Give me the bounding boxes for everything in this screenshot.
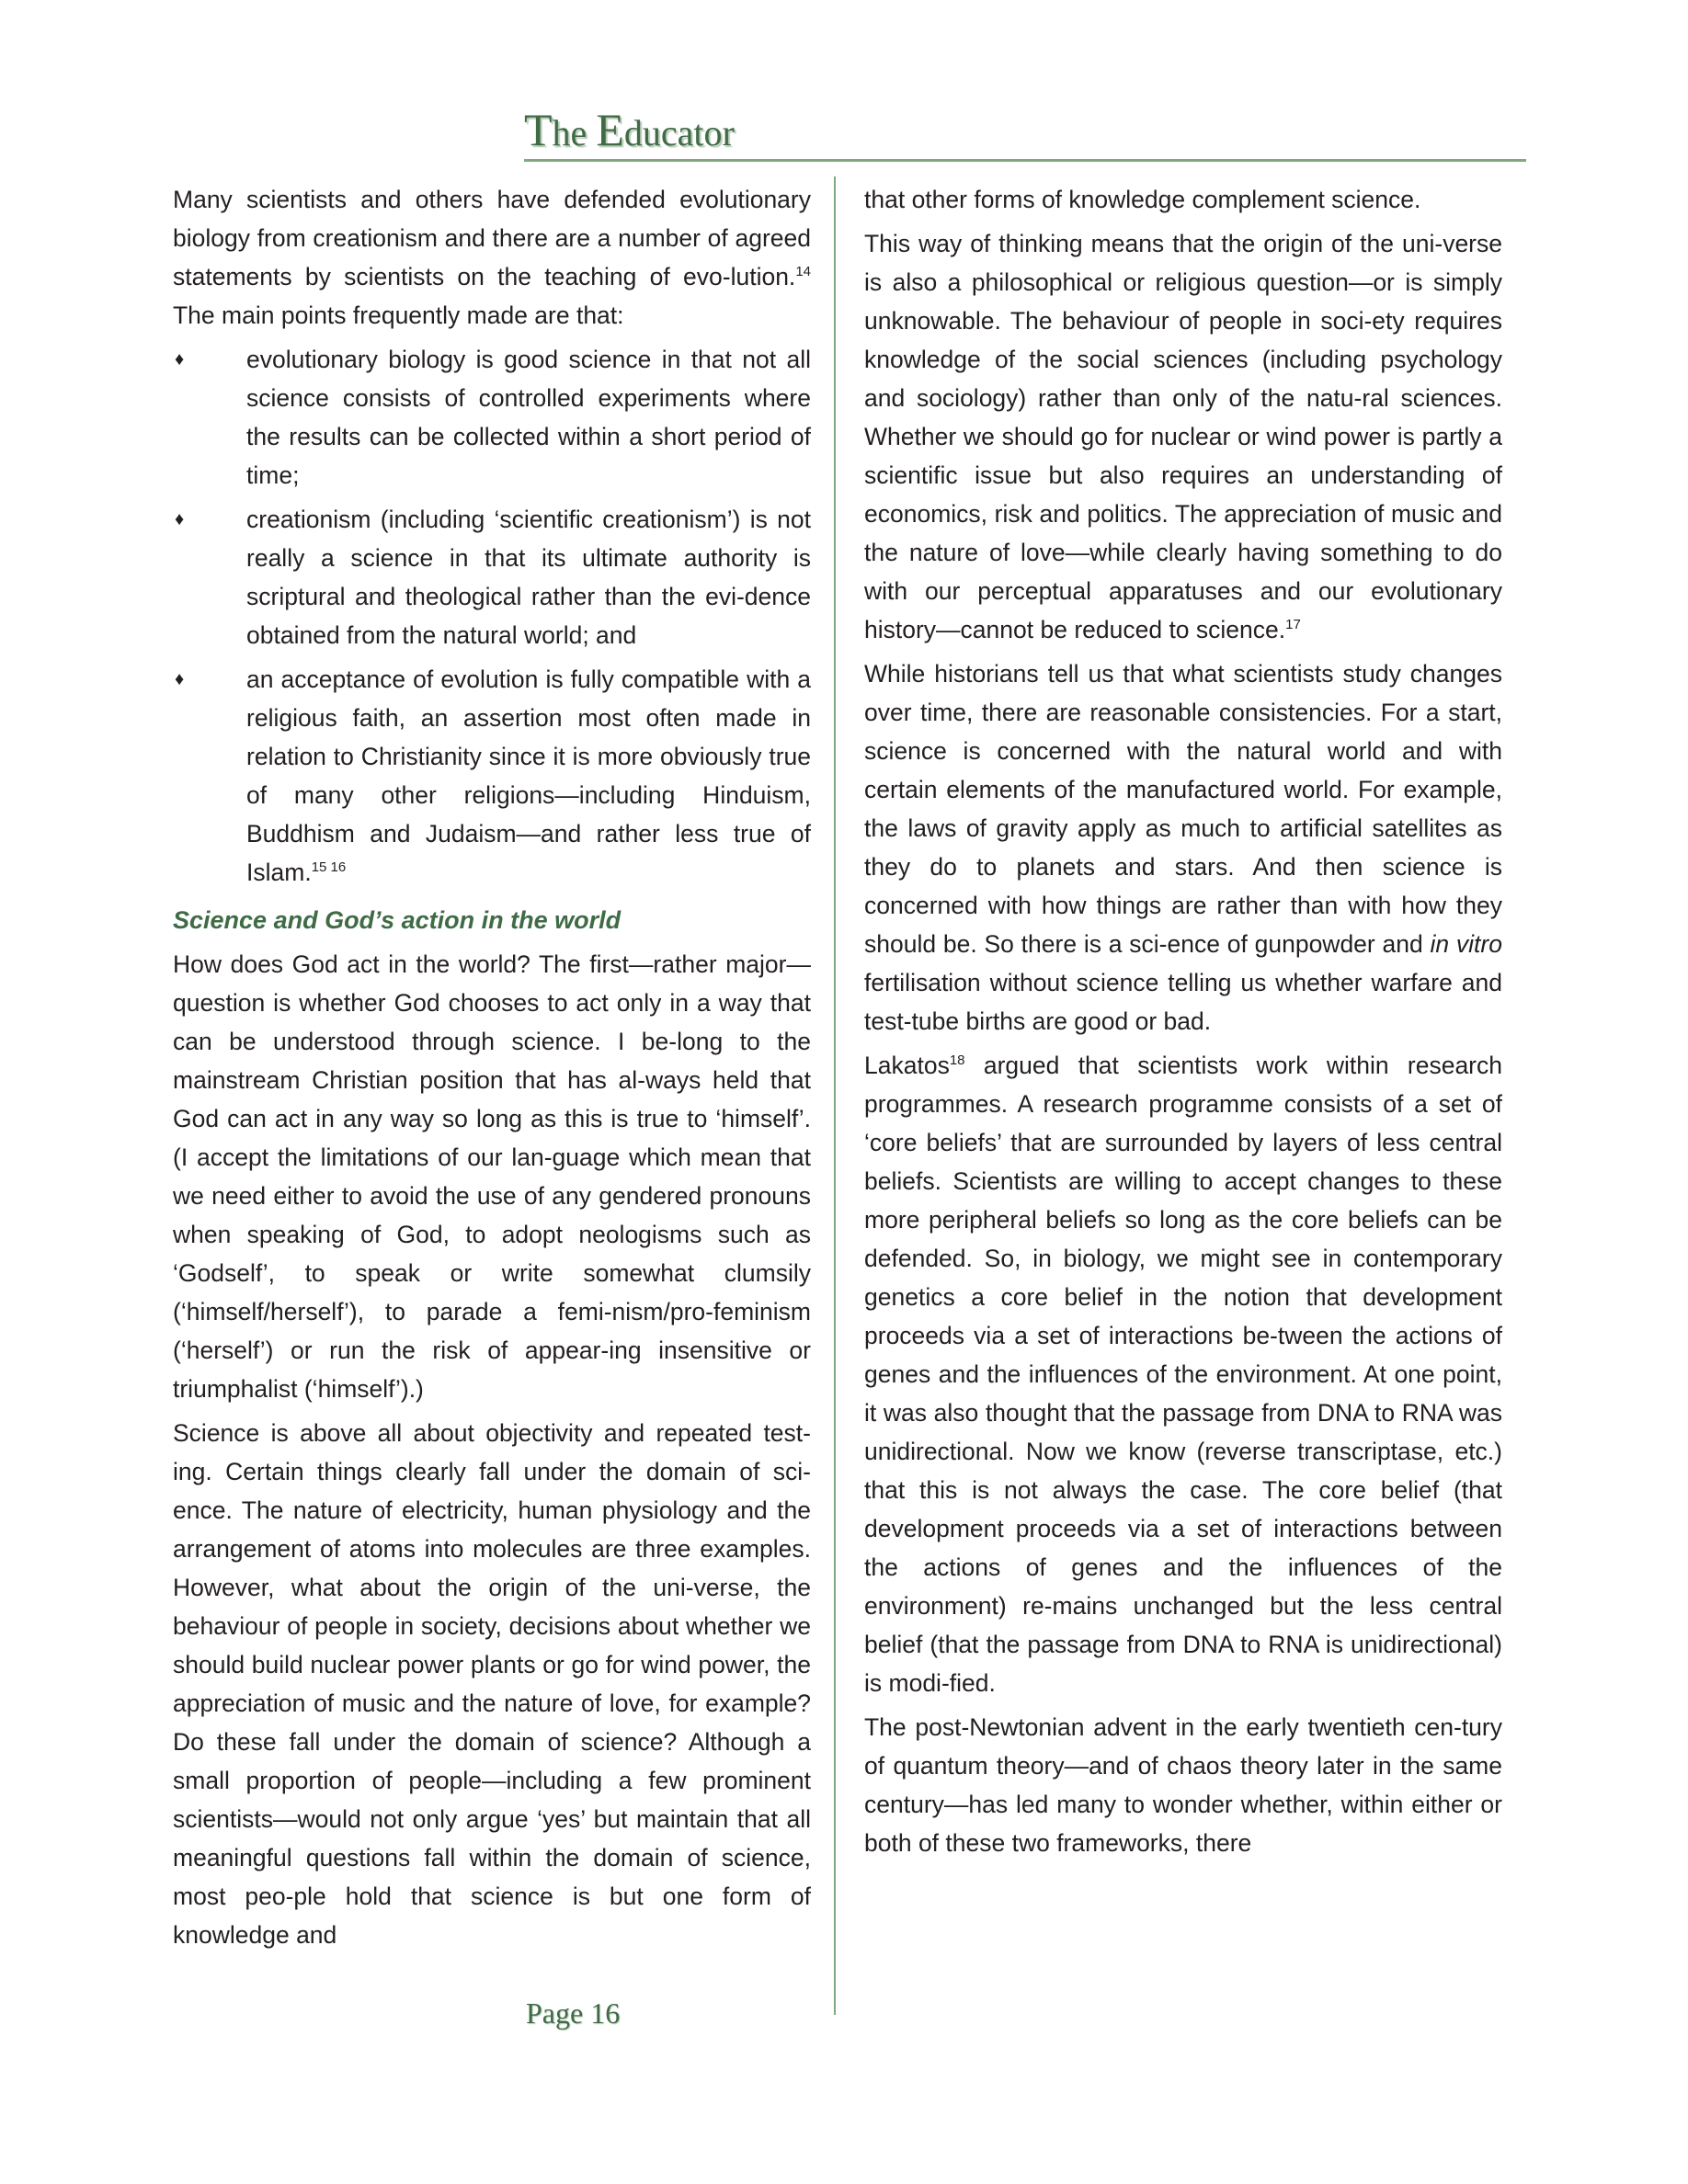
list-item [173,340,811,495]
paragraph-text: This way of thinking means that the origin of the uni-verse is also a philosophical or religious question—or is simply unknowable. The behaviour of people in soci-ety requires knowledge of the social sciences (including psychology and sociology) rather than only of the natu-ral sciences. Whether we should go for nuclear or wind power is partly a scientific issue but also requires an understanding of economics, risk and politics. The appreciation of music and the nature of love—while clearly having something to do with our perceptual apparatuses and our evolutionary history—cannot be reduced to science. [864,230,1502,643]
footnote-ref-15-16[interactable]: 15 16 [311,859,347,875]
author-name: Lakatos [864,1052,950,1079]
italic-term: in vitro [1430,930,1502,958]
main-points-list [173,340,811,892]
footnote-ref-14[interactable]: 14 [795,264,811,279]
masthead-cap-e: E [596,104,624,155]
paragraph-god-action: How does God act in the world? The first—rather major—question is whether God chooses to act only in a way that can be understood through science. I be-long to the mainstream Christian position that has al-ways held that God can act in any way so long as this is true to ‘himself’. (I accept the limitations of our lan-guage which mean that we need either to avoid the use of any gendered pronouns when speaking of God, to adopt neologisms such as ‘Godself’, to speak or write somewhat clumsily (‘himself/herself’), to parade a femi-nism/pro-feminism (‘herself’) or run the risk of appear-ing insensitive or triumphalist (‘himself’).) [173,950,811,1403]
paragraph-science-objectivity: Science is above all about objectivity and repeated test-ing. Certain things clearly fall under the domain of sci-ence. The nature of electricity, human physiology and the arrangement of atoms into molecules are three examples. However, what about the origin of the uni-verse, the behaviour of people in society, decisions about whether we should build nuclear power plants or go for wind power, the appreciation of music and the nature of love, for example? Do these fall under the domain of science? Although a small proportion of people—including a few prominent scientists—would not only argue ‘yes’ but maintain that all meaningful questions fall within the domain of science, most peo-ple hold that science is but one form of knowledge and [173,1419,811,1949]
diamond-bullet-icon: ♦ [175,669,185,689]
intro-text: Many scientists and others have defended evolutionary biology from creationism and there are a number of agreed statements by scientists on the teaching of evo-lution. [173,186,811,290]
paragraph-post-newtonian: The post-Newtonian advent in the early twentieth cen-tury of quantum theory—and of chaos theory later in the same century—has led many to wonder whether, within either or both of these two frameworks, there [864,1713,1502,1857]
intro-text-after: The main points frequently made are that: [173,301,624,329]
page-number: Page 16 [526,1996,621,2030]
section-heading: Science and God’s action in the world [173,906,622,934]
paragraph-way-of-thinking [864,224,1502,649]
list-item-text: creationism (including ‘scientific creationism’) is not really a science in that its ultimate authority is scriptural and theological rather than the evi-dence obtained from the natural world; and [246,506,811,649]
header-rule [524,159,1526,162]
list-item-text: evolutionary biology is good science in that not all science consists of controlled experiments where the results can be collected within a short period of time; [246,346,811,489]
paragraph-historians [864,654,1502,1041]
column-divider [834,176,836,2015]
masthead-text-he: he [552,112,597,154]
list-item-text: an acceptance of evolution is fully compatible with a religious faith, an assertion most often made in relation to Christianity since it is more obviously true of many other religions—including Hinduism, Buddhism and Judaism—and rather less true of Islam. [246,665,811,886]
masthead-cap-t: T [524,104,553,155]
paragraph-text: While historians tell us that what scientists study changes over time, there are reasonable consistencies. For a start, science is concerned with the natural world and with certain elements of the manufactured world. For example, the laws of gravity apply as much to artificial satellites as they do to planets and stars. And then science is concerned with how things are rather than with how they should be. So there is a sci-ence of gunpowder and [864,660,1502,958]
diamond-bullet-icon: ♦ [175,349,185,370]
masthead-text-ducator: ducator [623,112,735,154]
intro-paragraph [173,180,811,335]
paragraph-text: fertilisation without science telling us whether warfare and test-tube births are good or bad. [864,969,1502,1035]
list-item [173,660,811,892]
masthead-title [524,103,735,155]
diamond-bullet-icon: ♦ [175,509,185,529]
list-item [173,500,811,654]
paragraph-continuation: that other forms of knowledge complement science. [864,186,1421,213]
footnote-ref-18[interactable]: 18 [949,1052,965,1068]
left-column [173,180,811,1960]
right-column [864,180,1502,1868]
paragraph-text: argued that scientists work within research programmes. A research programme consists of a set of ‘core beliefs’ that are surrounded by layers of less central beliefs. Scientists are willing to accept changes to these more peripheral beliefs so long as the core beliefs can be defended. So, in biology, we might see in contemporary genetics a core belief in the notion that development proceeds via a set of interactions be-tween the actions of genes and the influences of the environment. At one point, it was also thought that the passage from DNA to RNA was unidirectional. Now we know (reverse transcriptase, etc.) that this is not always the case. The core belief (that development proceeds via a set of interactions between the actions of genes and the influences of the environment) re-mains unchanged but the less central belief (that the passage from DNA to RNA is unidirectional) is modi-fied. [864,1052,1502,1697]
footnote-ref-17[interactable]: 17 [1285,617,1301,632]
paragraph-lakatos [864,1046,1502,1702]
